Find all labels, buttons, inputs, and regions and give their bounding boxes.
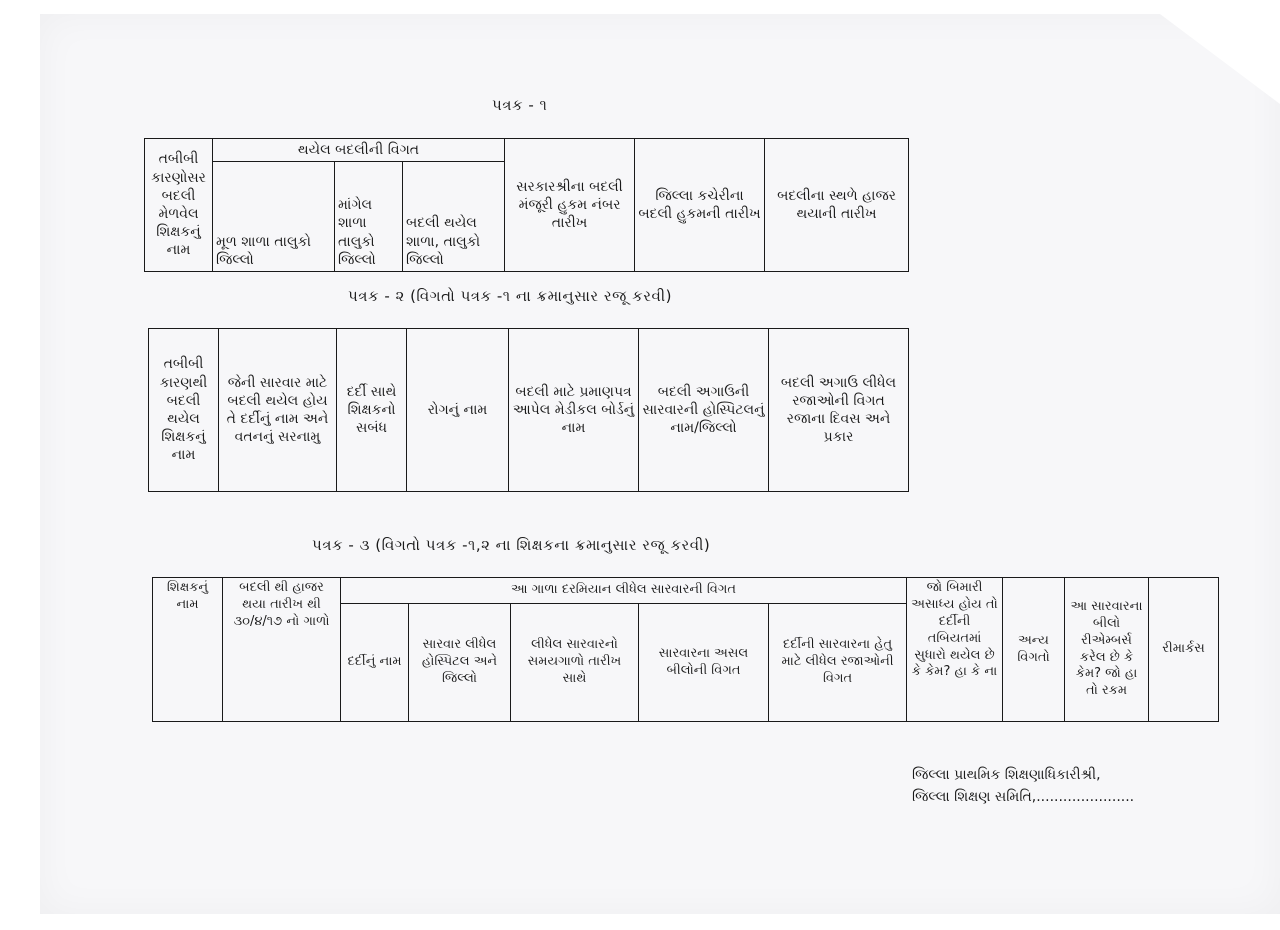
form3-heading: પત્રક - ૩ (વિગતો પત્રક -૧,૨ ના શિક્ષકના ક્રમાનુસાર રજૂ કરવી) bbox=[312, 536, 711, 554]
form1-heading: પત્રક - ૧ bbox=[492, 96, 548, 114]
form3-col-teacher-name: શિક્ષકનું નામ bbox=[153, 578, 223, 722]
signature-line-officer: જિલ્લા પ્રાથમિક શિક્ષણાધિકારીશ્રી, bbox=[912, 767, 1101, 783]
form3-col-reimbursement: આ સારવારના બીલો રીએમ્બર્સ કરેલ છે કે કેમ? જો હા તો રકમ bbox=[1065, 578, 1149, 722]
form1-col-requested-school: માંગેલ શાળા તાલુકો જિલ્લો bbox=[335, 162, 403, 272]
form3-col-hospital: સારવાર લીધેલ હોસ્પિટલ અને જિલ્લો bbox=[409, 604, 511, 722]
form3-col-bills: સારવારના અસલ બીલોની વિગત bbox=[639, 604, 769, 722]
form3-col-improvement: જો બિમારી અસાધ્ય હોય તો દર્દીની તબિયતમાં સુધારો થયેલ છે કે કેમ? હા કે ના bbox=[907, 578, 1003, 722]
form2-col-teacher-name: તબીબી કારણથી બદલી થયેલ શિક્ષકનું નામ bbox=[149, 329, 219, 492]
form1-col-teacher-name: તબીબી કારણોસર બદલી મેળવેલ શિક્ષકનું નામ bbox=[145, 139, 213, 272]
signature-block bbox=[912, 764, 1134, 809]
form2-heading: પત્રક - ૨ (વિગતો પત્રક -૧ ના ક્રમાનુસાર રજૂ કરવી) bbox=[348, 287, 672, 305]
form1-table bbox=[144, 138, 909, 272]
form1-col-govt-order: સરકારશ્રીના બદલી મંજૂરી હુકમ નંબર તારીખ bbox=[505, 139, 635, 272]
form2-col-patient-name: જેની સારવાર માટે બદલી થયેલ હોય તે દર્દીનું નામ અને વતનનું સરનામુ bbox=[219, 329, 337, 492]
form1-col-district-order: જિલ્લા કચેરીના બદલી હુકમની તારીખ bbox=[635, 139, 765, 272]
form1-group-transfer-details: થયેલ બદલીની વિગત bbox=[213, 139, 505, 162]
form3-col-other-details: અન્ય વિગતો bbox=[1003, 578, 1065, 722]
form1-col-transferred-school: બદલી થયેલ શાળા, તાલુકો જિલ્લો bbox=[403, 162, 505, 272]
form1-col-joining-date: બદલીના સ્થળે હાજર થયાની તારીખ bbox=[765, 139, 909, 272]
form3-col-period: બદલી થી હાજર થયા તારીખ થી ૩૦/૪/૧૭ નો ગાળો bbox=[223, 578, 341, 722]
form3-group-treatment-details: આ ગાળા દરમિયાન લીધેલ સારવારની વિગત bbox=[341, 578, 907, 604]
form2-col-leave-details: બદલી અગાઉ લીધેલ રજાઓની વિગત રજાના દિવસ અને પ્રકાર bbox=[769, 329, 909, 492]
form3-col-leave-details: દર્દીની સારવારના હેતુ માટે લીધેલ રજાઓની વિગત bbox=[769, 604, 907, 722]
form1-col-original-school: મૂળ શાળા તાલુકો જિલ્લો bbox=[213, 162, 335, 272]
signature-line-committee: જિલ્લા શિક્ષણ સમિતિ,...................... bbox=[912, 789, 1135, 806]
folded-corner bbox=[1160, 14, 1280, 104]
form3-col-patient-name: દર્દીનું નામ bbox=[341, 604, 409, 722]
form2-table bbox=[148, 328, 909, 492]
form3-col-treatment-period: લીધેલ સારવારનો સમયગાળો તારીખ સાથે bbox=[511, 604, 639, 722]
form2-col-hospital: બદલી અગાઉની સારવારની હોસ્પિટલનું નામ/જિલ્લો bbox=[639, 329, 769, 492]
form2-col-medical-board: બદલી માટે પ્રમાણપત્ર આપેલ મેડીકલ બોર્ડનું નામ bbox=[509, 329, 639, 492]
form3-table bbox=[152, 577, 1219, 722]
form3-col-remarks: રીમાર્કસ bbox=[1149, 578, 1219, 722]
form2-col-disease: રોગનું નામ bbox=[407, 329, 509, 492]
form2-col-relation: દર્દી સાથે શિક્ષકનો સબંધ bbox=[337, 329, 407, 492]
